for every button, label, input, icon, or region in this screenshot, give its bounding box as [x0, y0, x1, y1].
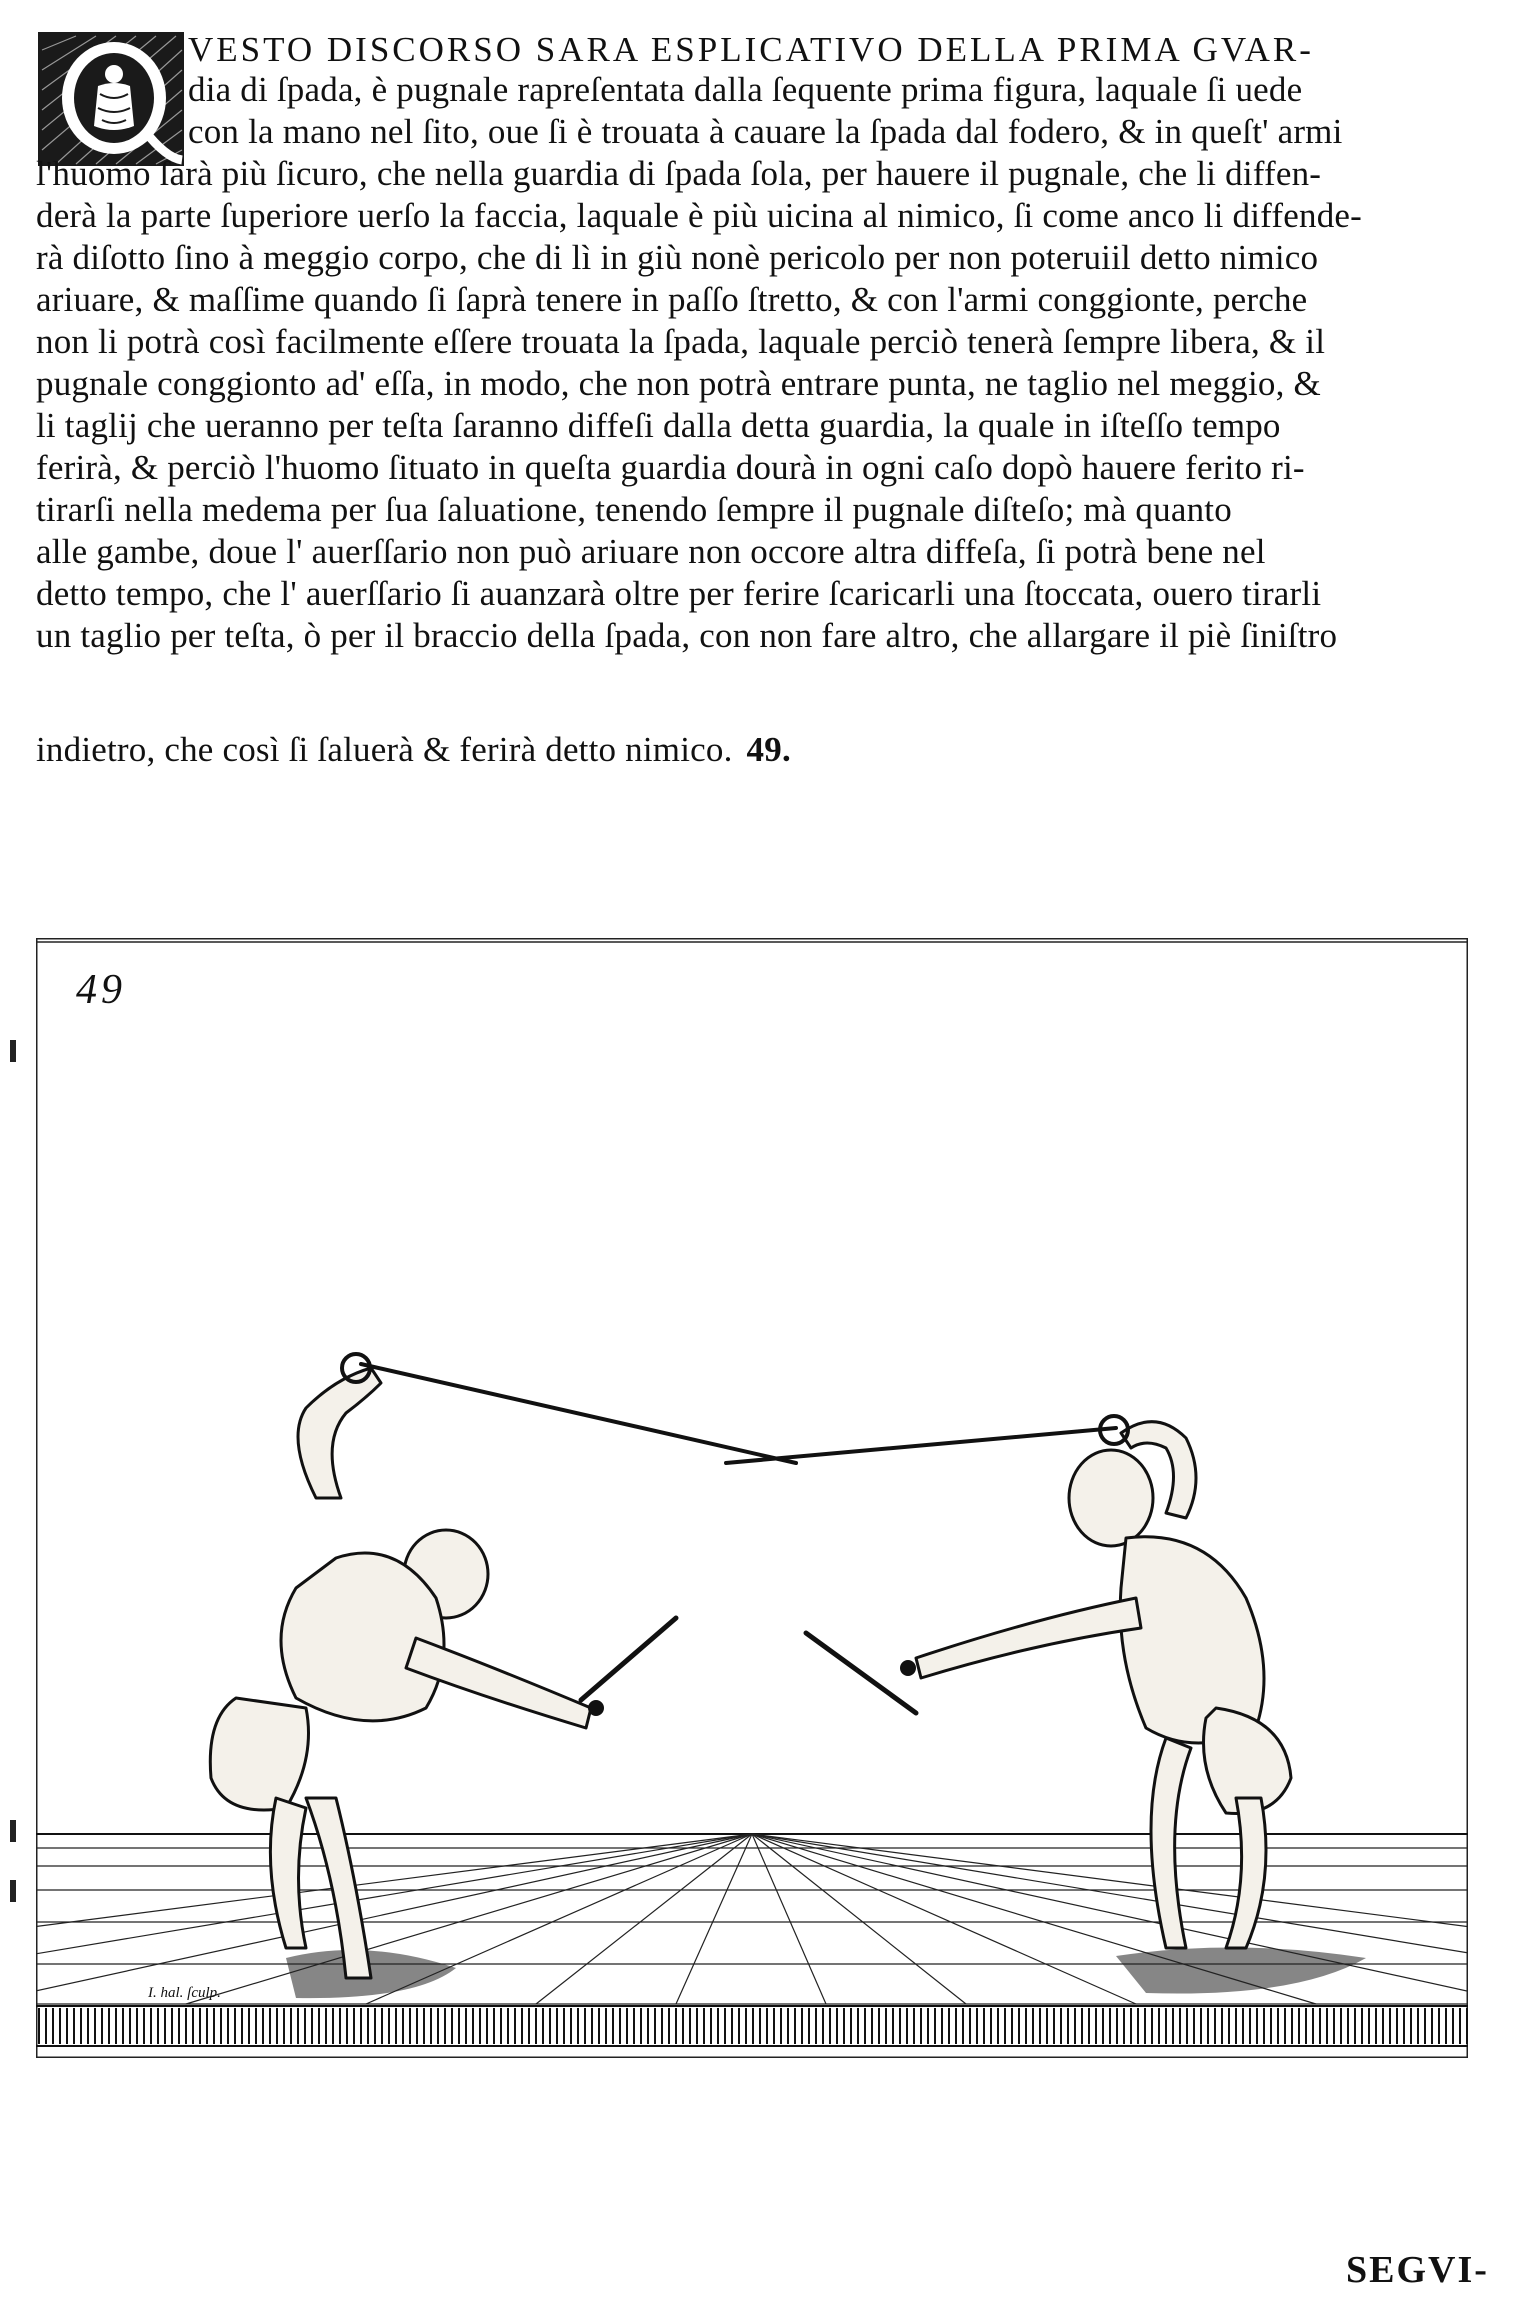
margin-mark [10, 1880, 16, 1902]
decorated-initial-q [36, 30, 186, 168]
text-line-8: non li potrà così facilmente eſſere trouata la ſpada, laquale perciò tenerà ſempre libera, & il [36, 322, 1326, 361]
text-line-2: dia di ſpada, è pugnale rapreſentata dalla ſequente prima figura, laquale ſi uede [188, 70, 1303, 109]
catchword: SEGVI- [1346, 2249, 1489, 2291]
margin-mark [10, 1820, 16, 1842]
text-line-13: alle gambe, doue l' auerſſario non può ariuare non occore altra diffeſa, ſi potrà bene nel [36, 532, 1266, 571]
text-line-1: VESTO DISCORSO SARA ESPLICATIVO DELLA PRIMA GVAR- [188, 30, 1314, 69]
figure-reference: 49. [746, 730, 791, 769]
engraver-signature: I. hal. ſculp. [148, 1985, 221, 2001]
margin-mark [10, 1040, 16, 1062]
text-line-9: pugnale conggionto ad' eſſa, in modo, che non potrà entrare punta, ne taglio nel meggio, & [36, 364, 1321, 403]
text-line-11: ferirà, & perciò l'huomo ſituato in queſta guardia dourà in ogni caſo dopò hauere ferito ri- [36, 448, 1305, 487]
engraved-plate [36, 938, 1468, 2058]
plate-engraving [36, 938, 1468, 2058]
text-line-16-body: indietro, che così ſi ſaluerà & ferirà detto nimico. [36, 730, 733, 769]
left-dagger-hilt [588, 1700, 604, 1716]
text-line-16 [36, 728, 791, 772]
text-line-15: un taglio per teſta, ò per il braccio della ſpada, con non fare altro, che allargare il piè ſiniſtro [36, 616, 1338, 655]
right-dagger-hilt [900, 1660, 916, 1676]
text-line-5: derà la parte ſuperiore uerſo la faccia, laquale è più uicina al nimico, ſi come anco li diffende- [36, 196, 1362, 235]
text-line-3: con la mano nel ſito, oue ſi è trouata à cauare la ſpada dal fodero, & in queſt' armi [188, 112, 1343, 151]
text-line-10: li taglij che ueranno per teſta ſaranno diffeſi dalla detta guardia, la quale in iſteſſo tempo [36, 406, 1281, 445]
text-line-7: ariuare, & maſſime quando ſi ſaprà tenere in paſſo ſtretto, & con l'armi conggionte, perche [36, 280, 1308, 319]
text-line-4: l'huomo ſarà più ſicuro, che nella guardia di ſpada ſola, per hauere il pugnale, che li diffen- [36, 154, 1322, 193]
text-line-12: tirarſi nella medema per ſua ſaluatione, tenendo ſempre il pugnale diſteſo; mà quanto [36, 490, 1232, 529]
plate-number: 49 [76, 967, 126, 1013]
text-line-6: rà diſotto ſino à meggio corpo, che di lì in giù nonè pericolo per non poteruiil detto nimico [36, 238, 1319, 277]
text-line-14: detto tempo, che l' auerſſario ſi auanzarà oltre per ferire ſcaricarli una ſtoccata, ouero tirarli [36, 574, 1322, 613]
